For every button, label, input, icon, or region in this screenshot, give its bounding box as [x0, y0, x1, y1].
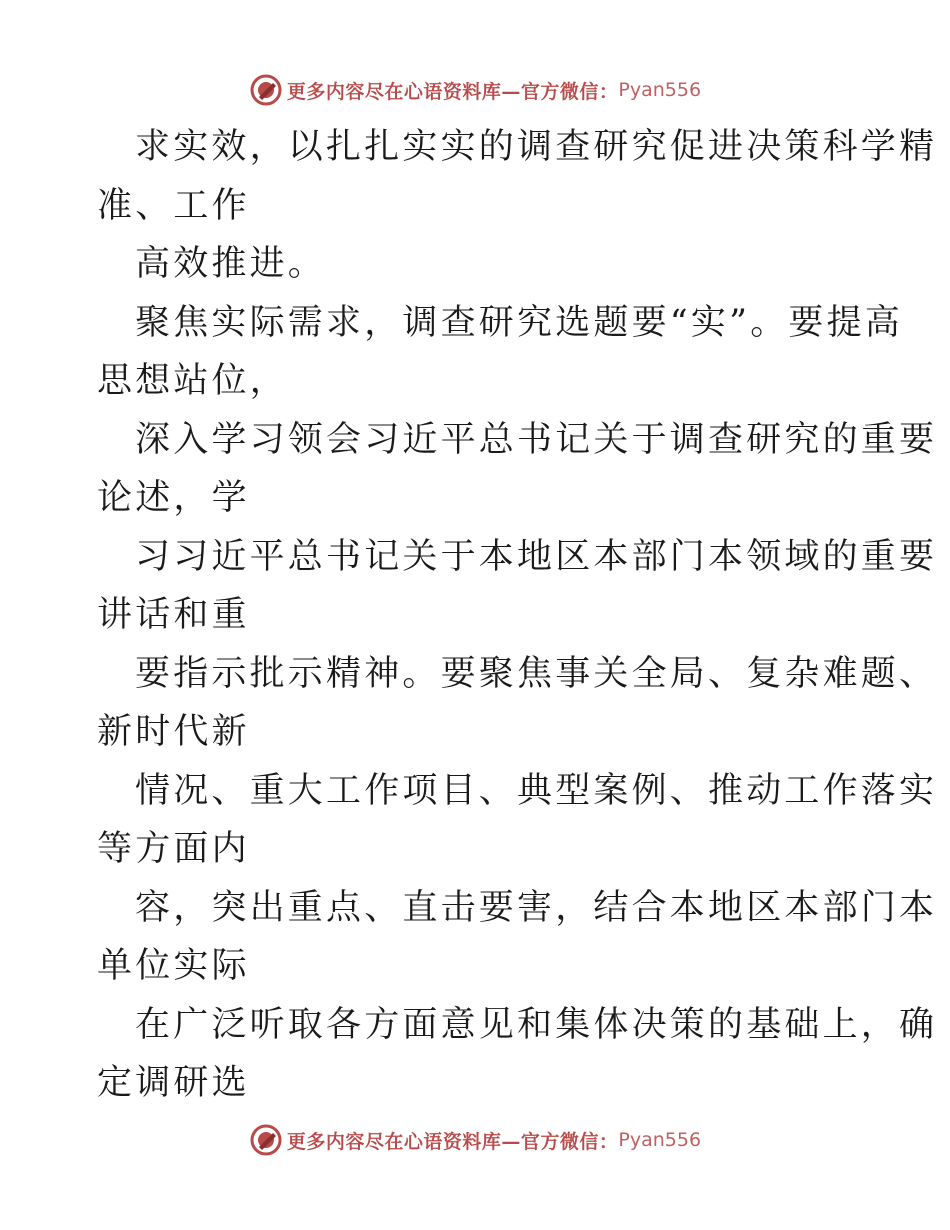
text-line: 要指示批示精神。要聚焦事关全局、复杂难题、 [135, 653, 938, 694]
text-line: 等方面内 [97, 829, 250, 869]
footer-banner [0, 1120, 950, 1160]
text-line: 定调研选 [97, 1063, 250, 1103]
document-body [97, 118, 938, 1113]
text-line: 深入学习领会习近平总书记关于调查研究的重要 [135, 419, 938, 460]
text-line: 容，突出重点、直击要害，结合本地区本部门本 [135, 887, 938, 928]
footer-banner-contact: Pyan556 [618, 1129, 702, 1151]
text-line: 准、工作 [97, 185, 250, 226]
text-line: 新时代新 [97, 712, 250, 752]
header-banner [0, 70, 950, 110]
text-line: 习习近平总书记关于本地区本部门本领域的重要 [135, 536, 938, 577]
text-line: 高效推进。 [135, 244, 327, 284]
text-line: 求实效，以扎扎实实的调查研究促进决策科学精 [135, 127, 938, 167]
text-line: 单位实际 [97, 946, 250, 986]
banner-contact: Pyan556 [618, 79, 702, 101]
text-line: 论述，学 [97, 478, 250, 518]
banner-text: 更多内容尽在心语资料库—官方微信： [286, 80, 619, 103]
logo-icon [249, 73, 283, 107]
text-line: 聚焦实际需求，调查研究选题要“实”。要提高 [135, 302, 903, 343]
footer-banner-text: 更多内容尽在心语资料库—官方微信： [286, 1130, 619, 1153]
text-line: 在广泛听取各方面意见和集体决策的基础上，确 [135, 1004, 938, 1045]
logo-icon [249, 1123, 283, 1157]
text-line: 思想站位， [97, 361, 289, 401]
text-line: 讲话和重 [97, 595, 250, 635]
text-line: 情况、重大工作项目、典型案例、推动工作落实 [135, 770, 938, 811]
